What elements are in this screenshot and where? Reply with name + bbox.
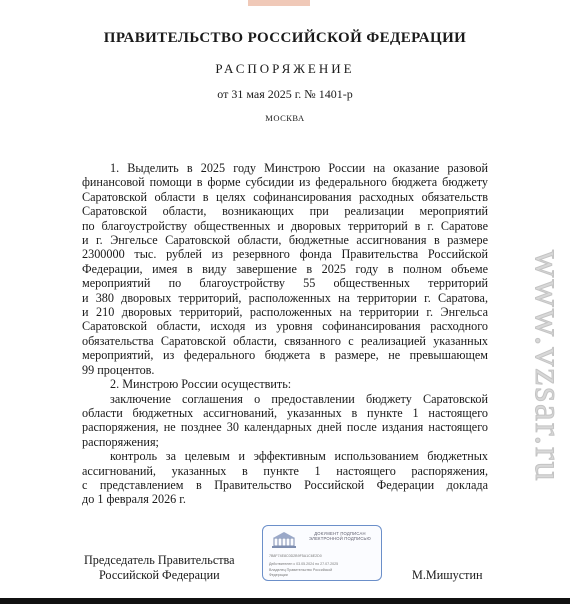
stamp-owner: Федерации [269,573,288,577]
body-line: до 1 февраля 2026 г. [82,492,186,507]
body-line: области бюджетных ассигнований, указанных в пункте 1 настоящего [82,405,488,420]
bottom-edge [0,598,570,604]
electronic-signature-stamp [262,525,382,581]
body-line: Саратовской области, возникающих при реализации мероприятий [82,204,488,219]
body-line: и 380 дворовых территорий, расположенных на территории г. Саратова, [82,290,488,305]
body-line: и г. Энгельсе Саратовской области, бюджетные ассигнования в размере [82,233,488,248]
stamp-heading [303,531,377,541]
body-line: контроль за целевым и эффективным использованием бюджетных [110,449,488,464]
watermark-text: www.vzsar.ru [527,250,569,483]
stamp-cert: 7B8F74E8C0D2B9F5A1C6E2D0 [269,554,322,558]
signatory-name: М.Мишустин [412,568,483,582]
government-building-icon [271,530,297,550]
document-body [82,161,488,507]
body-line: Федерации, имея в виду завершение в 2025 году в полном объеме [82,261,488,276]
stamp-valid: Действителен с 03.05.2024 по 27.07.2025 [269,562,339,566]
body-line: мероприятий по благоустройству 55 общественных территорий [82,276,488,291]
document-city: МОСКВА [265,113,305,123]
body-line: 1. Выделить в 2025 году Минстрою России на оказание разовой [110,161,488,175]
signatory-position [84,553,235,583]
body-line: Саратовской области в целях софинансирования расходных обязательств [82,189,488,204]
body-line: 99 процентов. [82,362,155,377]
body-line: распоряжения, не позднее 30 календарных дней после издания настоящего [82,420,488,435]
body-line: с представлением в Правительство Российской Федерации доклада [82,477,488,492]
body-line: финансовой помощи в форме субсидии из федерального бюджета бюджету [82,175,488,190]
body-line: 2. Минстрою России осуществить: [110,377,292,392]
document-dateline: от 31 мая 2025 г. № 1401-р [217,87,353,101]
signatory-position-line: Председатель Правительства [84,553,235,567]
top-accent-bar [248,0,310,6]
body-line: заключение соглашения о предоставлении бюджету Саратовской [110,391,488,406]
body-line: по благоустройству общественных и дворовых территорий в г. Саратове [82,218,488,233]
document-header-title: ПРАВИТЕЛЬСТВО РОССИЙСКОЙ ФЕДЕРАЦИИ [103,30,467,46]
signatory-position-line: Российской Федерации [98,568,220,582]
body-line: мероприятий, из федерального бюджета в размере, не превышающем [82,348,488,363]
stamp-owner: Владелец Правительство Российской [269,568,333,572]
stamp-heading-line: ЭЛЕКТРОННОЙ ПОДПИСЬЮ [309,536,371,541]
watermark [522,250,569,590]
body-line: обязательства Саратовской области, связанного с реализацией указанных [82,333,488,348]
body-line: ассигнований, указанных в пункте 1 настоящего распоряжения, [82,463,488,478]
body-line: распоряжения; [82,434,159,449]
stamp-heading-line: ДОКУМЕНТ ПОДПИСАН [314,531,366,536]
document-type: РАСПОРЯЖЕНИЕ [215,61,355,76]
body-line: Саратовской области, исходя из уровня софинансирования расходного [82,319,488,334]
body-line: и 210 дворовых территорий, расположенных на территории г. Энгельса [82,305,488,320]
body-line: 2300000 тыс. рублей из резервного фонда Правительства Российской [82,247,488,262]
